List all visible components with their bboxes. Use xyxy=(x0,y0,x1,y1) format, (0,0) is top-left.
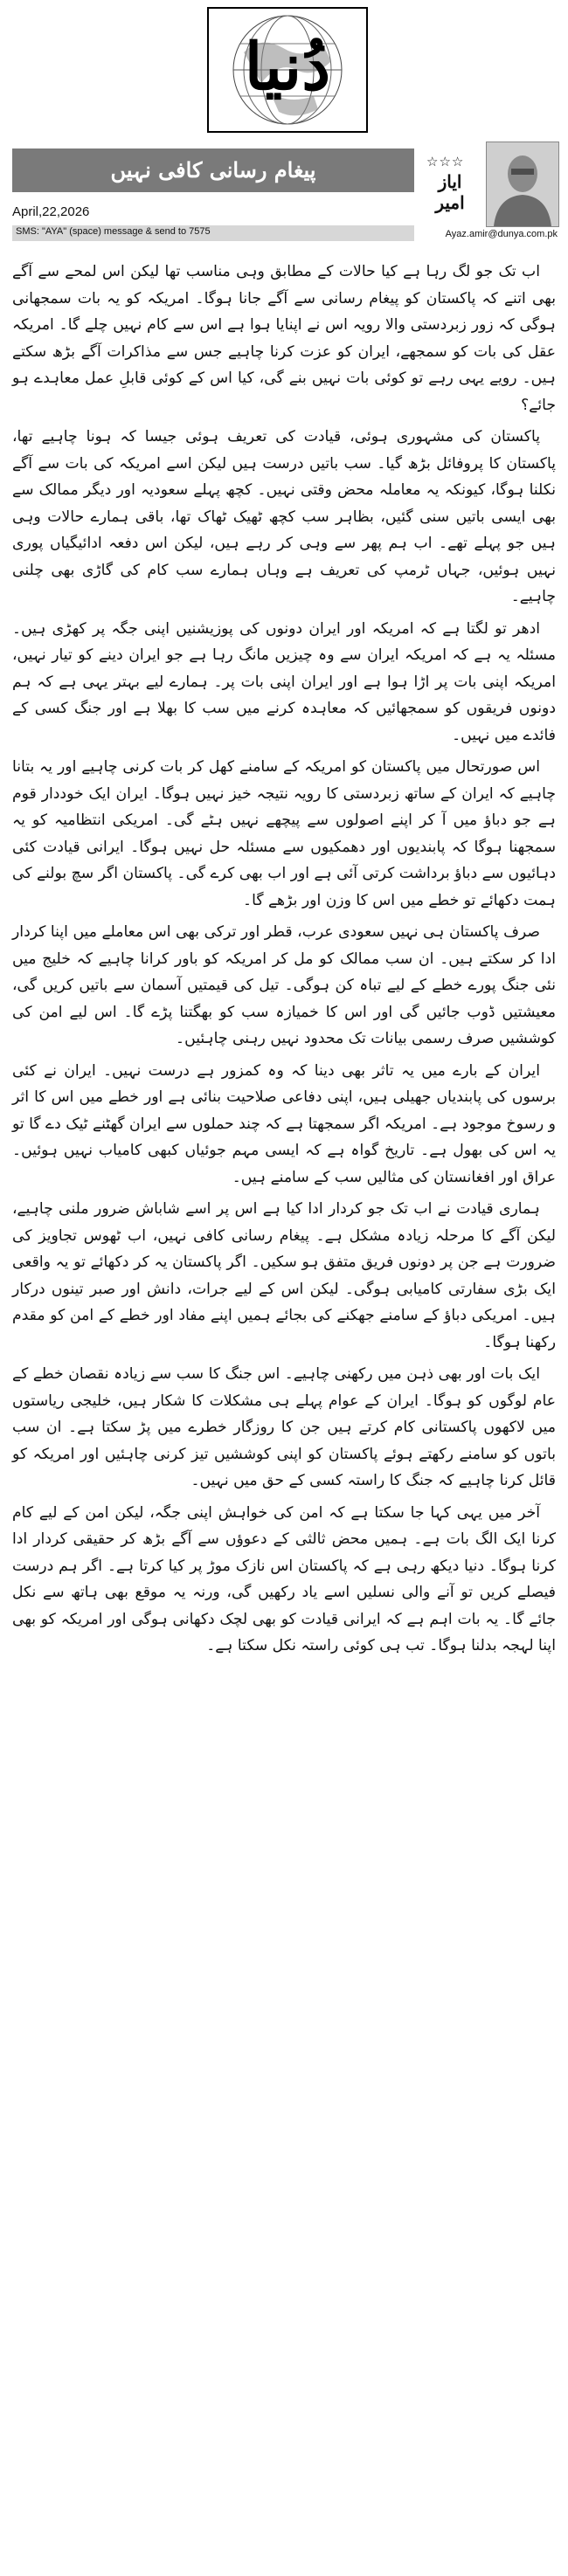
column-title: پیغام رسانی کافی نہیں xyxy=(110,157,316,183)
article-paragraph: ایران کے بارے میں یہ تاثر بھی دینا کہ وہ کمزور ہے درست نہیں۔ ایران نے کئی برسوں کی پابندیاں جھیلی ہیں، اپنی دفاعی صلاحیت بنائی ہے اور خطے میں اس کا اثر و رسوخ موجود ہے۔ امریکہ اگر سمجھتا ہے کہ چند حملوں سے ایران گھٹنے ٹیک دے گا تو یہ اس کی بھول ہے۔ تاریخ گواہ ہے کہ ایسی مہم جوئیاں کبھی کامیاب نہیں ہوئیں۔ عراق اور افغانستان کی مثالیں سب کے سامنے ہیں۔ xyxy=(12,1061,556,1186)
column-header xyxy=(0,142,568,239)
article-paragraph: ہماری قیادت نے اب تک جو کردار ادا کیا ہے اس پر اسے شاباش ضرور ملنی چاہیے، لیکن آگے کا مرحلہ زیادہ مشکل ہے۔ پیغام رسانی کافی نہیں، اب ٹھوس تجاویز کی ضرورت ہے جن پر دونوں فریق متفق ہو سکیں۔ اگر پاکستان یہ کر دکھائے تو یہ واقعی ایک بڑی سفارتی کامیابی ہوگی۔ لیکن اس کے لیے جرات، دانش اور صبر تینوں درکار ہیں۔ امریکی دباؤ کے سامنے جھکنے کی بجائے ہمیں اپنے مفاد اور خطے کے امن کو مقدم رکھنا ہوگا۔ xyxy=(12,1200,556,1351)
author-name: ایاز امیر xyxy=(435,171,465,213)
masthead xyxy=(0,0,568,140)
author-portrait xyxy=(486,142,559,227)
article-paragraph: صرف پاکستان ہی نہیں سعودی عرب، قطر اور ترکی بھی اس معاملے میں اپنا کردار ادا کر سکتے ہیں۔ ان سب ممالک کو مل کر امریکہ کو باور کرانا چاہیے کہ خلیج میں نئی جنگ پورے خطے کے لیے تباہ کن ہوگی۔ تیل کی قیمتیں آسمان سے باتیں کریں گی، معیشتیں ڈوب جائیں گی اور اس کا خمیازہ سب کو بھگتنا پڑے گا۔ اس لیے امن کی کوششیں صرف رسمی بیانات تک محدود نہیں رہنی چاہئیں۔ xyxy=(12,923,556,1047)
article-paragraph: اب تک جو لگ رہا ہے کیا حالات کے مطابق وہی مناسب تھا لیکن اس لمحے سے آگے بھی اتنے کہ پاکستان کو پیغام رسانی سے آگے جانا ہوگا۔ امریکہ کو یہ بات سمجھانی ہوگی کہ زور زبردستی والا رویہ اس نے اپنایا ہوا ہے اس سے کام نہیں چلے گا۔ امریکہ عقل کی بات کو سمجھے، ایران کو عزت کرنا چاہیے جس سے مذاکرات آگے بڑھ سکتے ہیں۔ رویے یہی رہے تو کوئی بات نہیں بنے گی، کیا اس کے کوئی قابلِ عمل معاہدے ہو جائے؟ xyxy=(12,263,556,414)
newspaper-logo xyxy=(207,7,368,133)
sms-instruction: SMS: "AYA" (space) message & send to 7575 xyxy=(16,226,211,237)
logo-text: دُنیا xyxy=(244,30,331,105)
article-paragraph: اس صورتحال میں پاکستان کو امریکہ کے سامنے کھل کر بات کرنی چاہیے اور یہ بتانا چاہیے کہ ایران کے ساتھ زبردستی کا رویہ نتیجہ خیز نہیں ہوگا۔ ایران ایک خوددار قوم ہے جو دباؤ میں آ کر اپنے اصولوں سے پیچھے نہیں ہٹے گی۔ امریکی انتظامیہ کو یہ سمجھنا ہوگا کہ پابندیوں اور دھمکیوں سے مسئلہ حل نہیں ہوگا۔ ایرانی قیادت کئی دہائیوں سے دباؤ برداشت کرتی آئی ہے اور اب بھی کرے گی۔ پاکستان اگر سچ بولنے کی ہمت دکھائے تو خطے میں اس کا وزن اور بڑھے گا۔ xyxy=(12,758,556,909)
author-email[interactable]: Ayaz.amir@dunya.com.pk xyxy=(445,229,558,239)
article-paragraph: ادھر تو لگتا ہے کہ امریکہ اور ایران دونوں کی پوزیشنیں اپنی جگہ پر کھڑی ہیں۔ مسئلہ یہ ہے کہ امریکہ ایران سے وہ چیزیں مانگ رہا ہے جو ایران دینے کو تیار نہیں، امریکہ اپنی بات پر اڑا ہوا ہے اور ایران اپنی بات پر۔ ہمارے لیے بہتر یہی ہے کہ ہم دونوں فریقوں کو سمجھائیں کہ معاہدہ کرنے میں سب کا بھلا ہے اور جنگ کسی کے فائدے میں نہیں۔ xyxy=(12,619,556,744)
publish-date: April,22,2026 xyxy=(12,204,90,219)
article-body xyxy=(12,259,556,1665)
person-icon xyxy=(487,142,558,226)
stars-icon: ☆☆☆ xyxy=(426,154,465,169)
article-paragraph: پاکستان کی مشہوری ہوئی، قیادت کی تعریف ہوئی جیسا کہ ہونا چاہیے تھا، پاکستان کا پروفائل بڑھ گیا۔ سب باتیں درست ہیں لیکن اسے امریکہ کی بات سے آگے نکلنا ہوگا، کیونکہ یہ معاملہ محض وقتی نہیں۔ کچھ پہلے سعودیہ اور دیگر ممالک سے بھی ایسی باتیں سنی گئیں، بظاہر سب کچھ ٹھیک ٹھاک تھا، باقی ہمارے حالات وہی ہیں جو پہلے تھے۔ اب ہم پھر سے وہی کر رہے ہیں، لیکن اس دفعہ ادائیگیاں پوری نہیں ہوئیں، جہاں ٹرمپ کی تعریف ہے وہاں ہمارے سب کام کی گاڑی بھی چلنی چاہیے۔ xyxy=(12,428,556,605)
article-paragraph: آخر میں یہی کہا جا سکتا ہے کہ امن کی خواہش اپنی جگہ، لیکن امن کے لیے کام کرنا ایک الگ بات ہے۔ ہمیں محض ثالثی کے دعوؤں سے آگے بڑھ کر حقیقی کردار ادا کرنا ہوگا۔ دنیا دیکھ رہی ہے کہ پاکستان اس نازک موڑ پر کیا کرتا ہے۔ اگر ہم درست فیصلے کریں تو آنے والی نسلیں اسے یاد رکھیں گی، ورنہ یہ موقع بھی ہاتھ سے نکل جائے گا۔ یہ بات اہم ہے کہ ایرانی قیادت کو بھی لچک دکھانی ہوگی اور امریکہ کو بھی اپنا لہجہ بدلنا ہوگا۔ تب ہی کوئی راستہ نکل سکتا ہے۔ xyxy=(12,1503,556,1654)
article-paragraph: ایک بات اور بھی ذہن میں رکھنی چاہیے۔ اس جنگ کا سب سے زیادہ نقصان خطے کے عام لوگوں کو ہوگا۔ ایران کے عوام پہلے ہی مشکلات کا شکار ہیں، خلیجی ریاستوں میں لاکھوں پاکستانی کام کرتے ہیں جن کا روزگار خطرے میں پڑ سکتا ہے۔ ان سب باتوں کو سامنے رکھتے ہوئے پاکستان کو اپنی کوششیں تیز کرنی چاہئیں اور امریکہ کو قائل کرنا چاہیے کہ جنگ کا راستہ کسی کے حق میں نہیں۔ xyxy=(12,1365,556,1489)
